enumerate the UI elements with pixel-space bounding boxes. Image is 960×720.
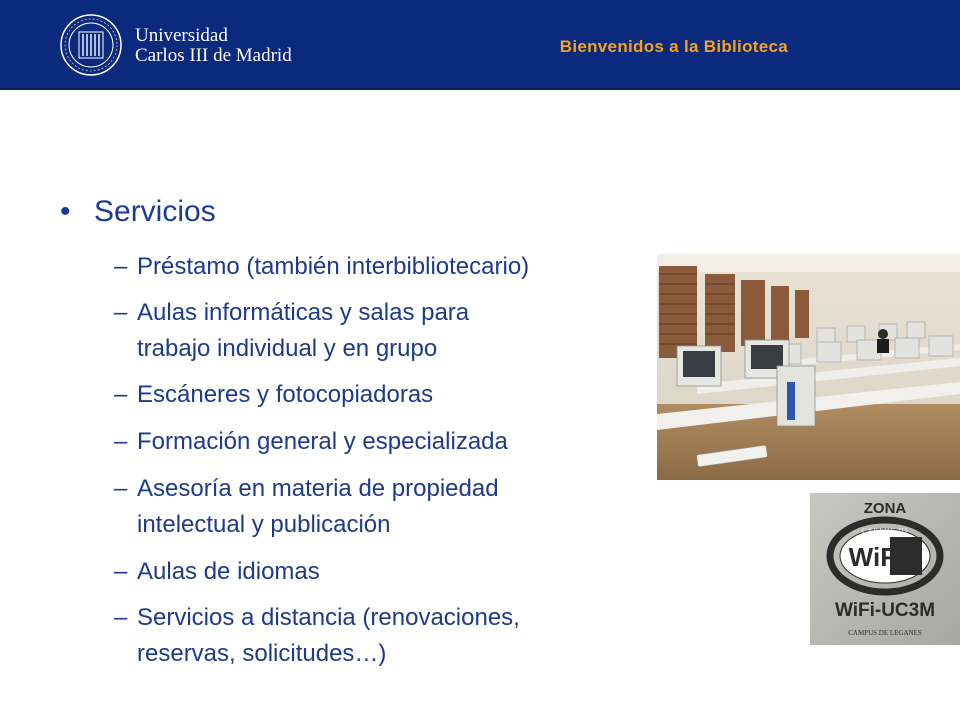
university-name-line2: Carlos III de Madrid	[135, 45, 292, 66]
wifi-sign-zona: ZONA	[863, 500, 907, 517]
list-item-text: Aulas de idiomas	[137, 558, 320, 585]
header-title: Bienvenidos a la Biblioteca	[559, 37, 788, 56]
dash-marker: –	[114, 381, 128, 408]
wifi-logo-text: WiFi	[848, 542, 904, 572]
list-item-text: Préstamo (también interbibliotecario)	[137, 253, 530, 280]
dash-marker: –	[114, 604, 128, 631]
dash-marker: –	[114, 253, 128, 280]
list-item-text-cont: reservas, solicitudes…)	[137, 640, 387, 667]
bullet-icon: •	[60, 195, 71, 228]
dash-marker: –	[114, 475, 128, 502]
dash-marker: –	[114, 428, 128, 455]
list-item-text: Formación general y especializada	[137, 428, 508, 455]
list-item-text-cont: trabajo individual y en grupo	[137, 335, 438, 362]
wifi-zone-sign	[810, 493, 960, 645]
list-item-text: Escáneres y fotocopiadoras	[137, 381, 434, 408]
computer-lab-photo	[657, 254, 960, 480]
list-item-text: Asesoría en materia de propiedad	[137, 475, 499, 502]
wifi-network-name: WiFi-UC3M	[834, 600, 936, 621]
dash-marker: –	[114, 558, 128, 585]
wifi-campus-text: CAMPUS DE LEGANES	[848, 629, 922, 637]
dash-marker: –	[114, 299, 128, 326]
list-item-text: Aulas informáticas y salas para	[137, 299, 470, 326]
list-item-text-cont: intelectual y publicación	[137, 511, 391, 538]
section-heading-text: Servicios	[94, 195, 216, 228]
list-item-text: Servicios a distancia (renovaciones,	[137, 604, 520, 631]
wifi-ring-text: CARLOS III	[861, 527, 909, 535]
university-name-line1: Universidad	[135, 25, 228, 46]
